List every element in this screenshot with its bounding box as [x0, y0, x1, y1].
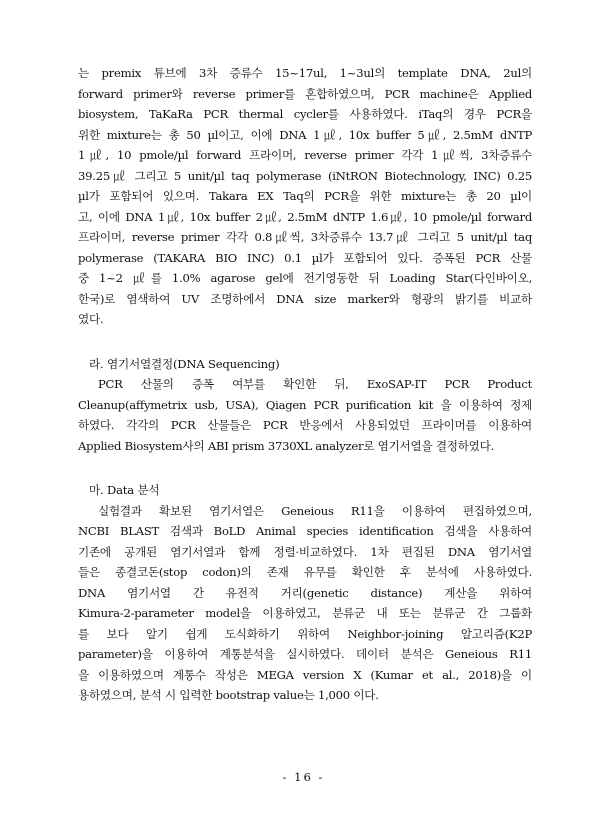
text-line: 기존에 공개된 염기서열과 함께 정렬·비교하였다. 1차 편집된 DNA 염기서열 [78, 544, 532, 559]
text-line: PCR 산물의 증폭 여부를 확인한 뒤, ExoSAP-IT PCR Product [98, 377, 532, 391]
text-line: 고, 이에 DNA 1㎕, 10x buffer 2㎕, 2.5mM dNTP 1.6㎕, 10 pmole/µl forward [78, 209, 532, 224]
text-line: Kimura-2-parameter model을 이용하였고, 분류군 내 또는 분류군 간 그룹화 [78, 606, 532, 620]
text-line: 을 이용하였으며 계통수 작성은 MEGA version X (Kumar et al., 2018)을 이 [78, 667, 532, 682]
text-line: 프라이머, reverse primer 각각 0.8㎕씩, 3차증류수 13.7㎕ 그리고 5 unit/µl taq [78, 230, 532, 244]
text-line: forward primer와 reverse primer를 혼합하였으며, PCR machine은 Applied [78, 86, 532, 101]
text-line: 는 premix 튜브에 3차 증류수 15~17ul, 1~3ul의 template DNA, 2ul의 [78, 66, 532, 80]
text-line: Applied Biosystem사의 ABI prism 3730XL analyzer로 염기서열을 결정하였다. [78, 438, 495, 453]
section-sequencing [78, 354, 532, 457]
text-line: DNA 염기서열 간 유전적 거리(genetic distance) 계산을 위하여 [78, 585, 532, 600]
page-number: - 16 - [282, 770, 325, 784]
paragraph-pcr-method [78, 63, 532, 330]
text-line: 39.25㎕ 그리고 5 unit/µl taq polymerase (iNtRON Biotechnology, INC) 0.25 [78, 168, 532, 183]
text-line: 실험결과 확보된 염기서열은 Geneious R11을 이용하여 편집하였으며, [98, 503, 532, 518]
section-heading: 마. Data 분석 [89, 483, 160, 497]
text-line: polymerase (TAKARA BIO INC) 0.1 µl가 포함되어 있다. 증폭된 PCR 산물 [78, 250, 532, 265]
text-line: µl가 포함되어 있으며. Takara EX Taq의 PCR을 위한 mixture는 총 20 µl이 [78, 189, 532, 203]
text-line: parameter)을 이용하여 계통분석을 실시하였다. 데이터 분석은 Geneious R11 [78, 647, 532, 661]
text-line: 용하였으며, 분석 시 입력한 bootstrap value는 1,000 이다. [78, 688, 379, 702]
text-line: 한국)로 염색하여 UV 조명하에서 DNA size marker와 형광의 밝기를 비교하 [78, 291, 532, 306]
text-line: 들은 종결코돈(stop codon)의 존재 유무를 확인한 후 분석에 사용하였다. [78, 565, 532, 579]
text-line: biosystem, TaKaRa PCR thermal cycler를 사용하였다. iTaq의 경우 PCR을 [78, 107, 532, 121]
section-spacer [78, 456, 532, 480]
text-line: NCBI BLAST 검색과 BoLD Animal species identification 검색을 사용하여 [78, 524, 532, 538]
text-line: Cleanup(affymetrix usb, USA), Qiagen PCR purification kit 을 이용하여 정제 [78, 397, 532, 412]
text-line: 위한 mixture는 총 50 µl이고, 이에 DNA 1㎕, 10x buffer 5㎕, 2.5mM dNTP [78, 127, 532, 142]
text-line: 중 1~2 ㎕를 1.0% agarose gel에 전기영동한 뒤 Loading Star(다인바이오, [78, 271, 532, 285]
text-line: 1㎕, 10 pmole/µl forward 프라이머, reverse primer 각각 1㎕씩, 3차증류수 [78, 148, 532, 162]
text-line: 하였다. 각각의 PCR 산물들은 PCR 반응에서 사용되었던 프라이머를 이용하여 [78, 418, 532, 432]
section-spacer [78, 330, 532, 354]
section-data-analysis [78, 480, 532, 706]
section-heading: 라. 염기서열결정(DNA Sequencing) [89, 356, 280, 371]
document-page [78, 63, 532, 706]
text-line: 를 보다 알기 쉽게 도식화하기 위하여 Neighbor-joining 알고리즘(K2P [78, 626, 532, 641]
text-line: 였다. [78, 312, 104, 326]
